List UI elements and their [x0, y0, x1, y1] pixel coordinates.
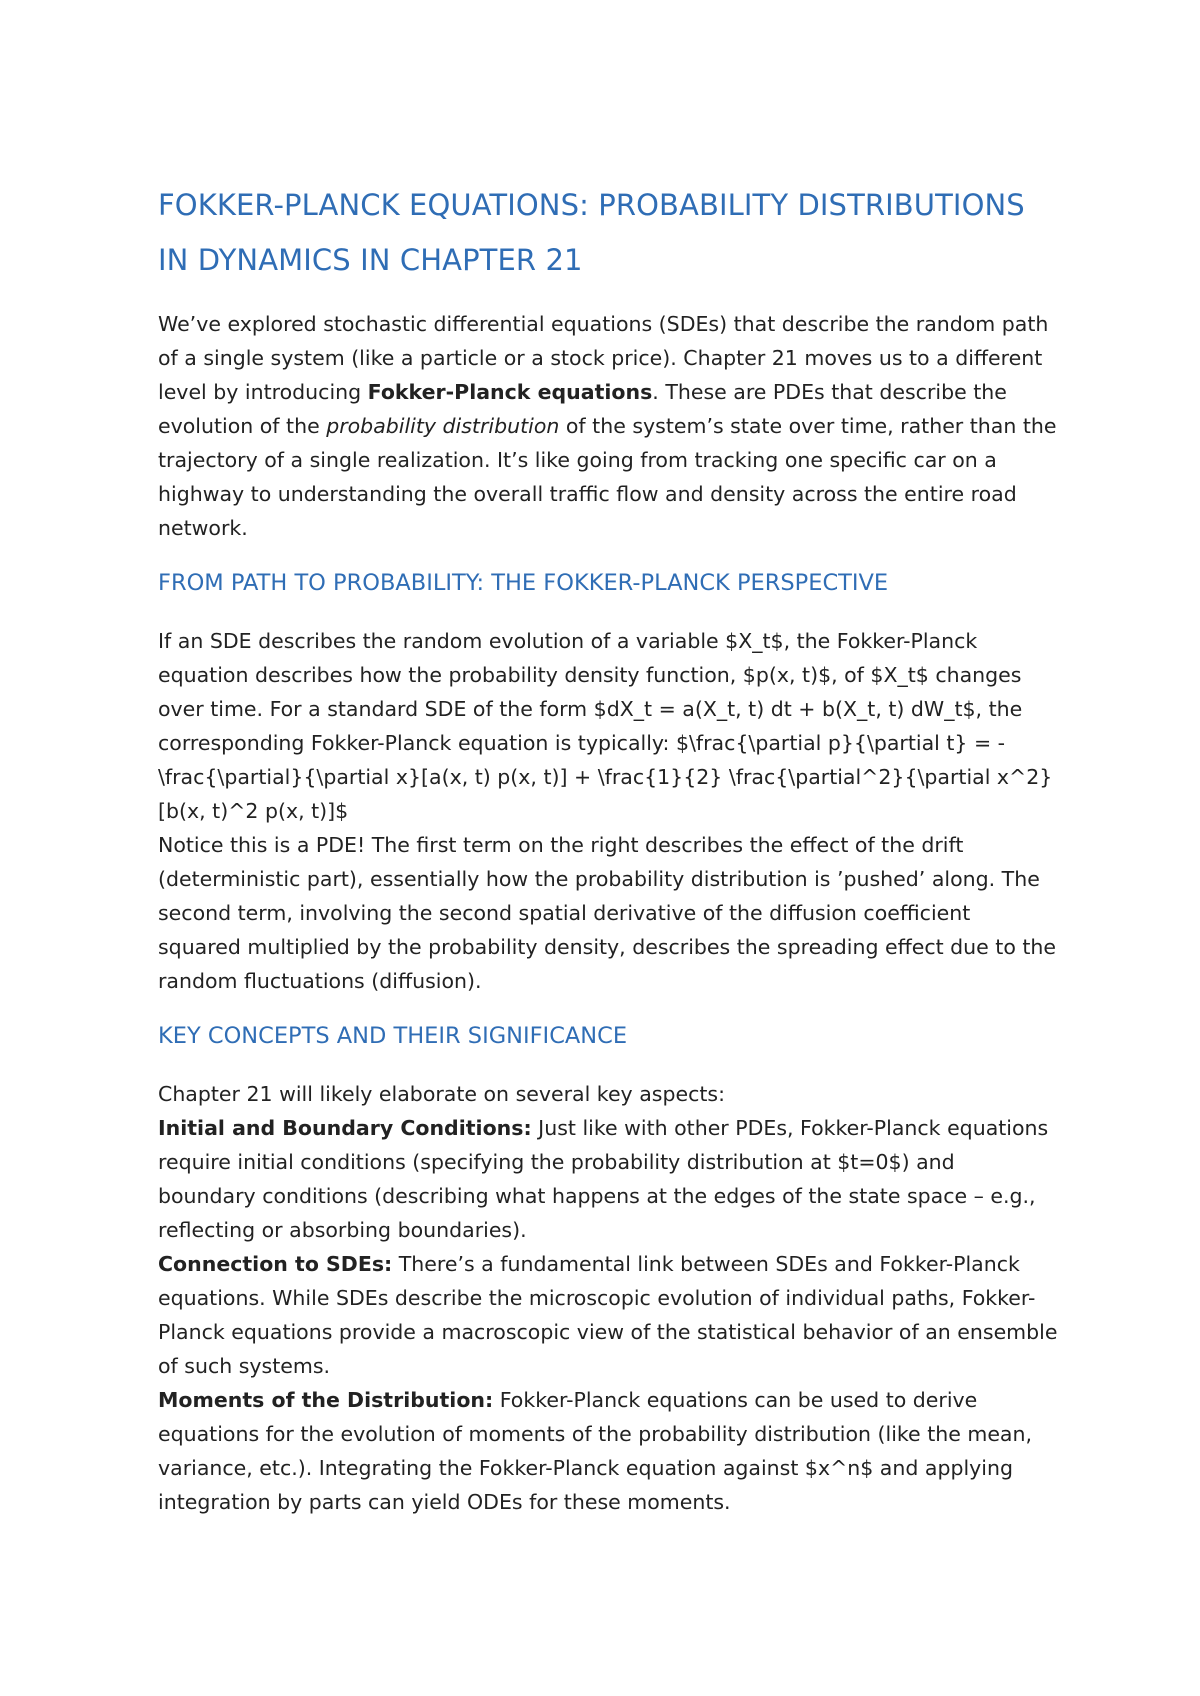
section-1-paragraph-2: Notice this is a PDE! The first term on the right describes the effect of the drift (deterministic part), essentially how the probability distribution is ’pushed’ along. The second term, involving the second spatial derivative of the diffusion coefficient squared multiplied by the probability density, describes the spreading effect due to the random fluctuations (diffusion).	[158, 833, 1057, 993]
concept-item-label: Moments of the Distribution:	[158, 1388, 494, 1412]
intro-text-2: . These are PDEs that describe the evolution of the	[158, 380, 1007, 438]
intro-text-1: We’ve explored stochastic differential equations (SDEs) that describe the random path of a single system (like a particle or a stock price). Chapter 21 moves us to a different level by introducing	[158, 312, 1049, 404]
intro-italic-term: probability distribution	[326, 414, 560, 438]
section-1-paragraph-1: If an SDE describes the random evolution of a variable $X_t$, the Fokker-Planck equation describes how the probability density function, $p(x, t)$, of $X_t$ changes over time. For a standard SDE of the form $dX_t = a(X_t, t) dt + b(X_t, t) dW_t$, the corresponding Fokker-Planck equation is typically: $\frac{\partial p}{\partial t} = -\frac{\partial}{\partial x}[a(x, t) p(x, t)] + \frac{1}{2} \frac{\partial^2}{\partial x^2}[b(x, t)^2 p(x, t)]$	[158, 629, 1053, 823]
document-page	[158, 178, 1058, 1519]
concept-item-label: Initial and Boundary Conditions:	[158, 1116, 532, 1140]
concept-item-text: There’s a fundamental link between SDEs and Fokker-Planck equations. While SDEs describe the microscopic evolution of individual paths, Fokker-Planck equations provide a macroscopic view of the statistical behavior of an ensemble of such systems.	[158, 1252, 1058, 1378]
concept-item-label: Connection to SDEs:	[158, 1252, 393, 1276]
intro-text-3: of the system’s state over time, rather than the trajectory of a single realization. It’s like going from tracking one specific car on a highway to understanding the overall traffic flow and density across the entire road network.	[158, 414, 1057, 540]
intro-paragraph	[158, 307, 1058, 545]
concept-item-text: Fokker-Planck equations can be used to derive equations for the evolution of moments of the probability distribution (like the mean, variance, etc.). Integrating the Fokker-Planck equation against $x^n$ and applying integration by parts can yield ODEs for these moments.	[158, 1388, 1033, 1514]
concept-item	[158, 1247, 1058, 1383]
concept-item-text: Just like with other PDEs, Fokker-Planck equations require initial conditions (specifying the probability distribution at $t=0$) and boundary conditions (describing what happens at the edges of the state space – e.g., reflecting or absorbing boundaries).	[158, 1116, 1049, 1242]
intro-bold-term: Fokker-Planck equations	[367, 380, 653, 404]
section-2-heading: KEY CONCEPTS AND THEIR SIGNIFICANCE	[158, 1023, 628, 1049]
concept-item	[158, 1111, 1058, 1247]
section-2-lead: Chapter 21 will likely elaborate on several key aspects:	[158, 1082, 725, 1106]
document-title: FOKKER-PLANCK EQUATIONS: PROBABILITY DISTRIBUTIONS IN DYNAMICS IN CHAPTER 21	[158, 188, 1025, 277]
concept-item	[158, 1383, 1058, 1519]
section-1-heading: FROM PATH TO PROBABILITY: THE FOKKER-PLANCK PERSPECTIVE	[158, 570, 889, 596]
